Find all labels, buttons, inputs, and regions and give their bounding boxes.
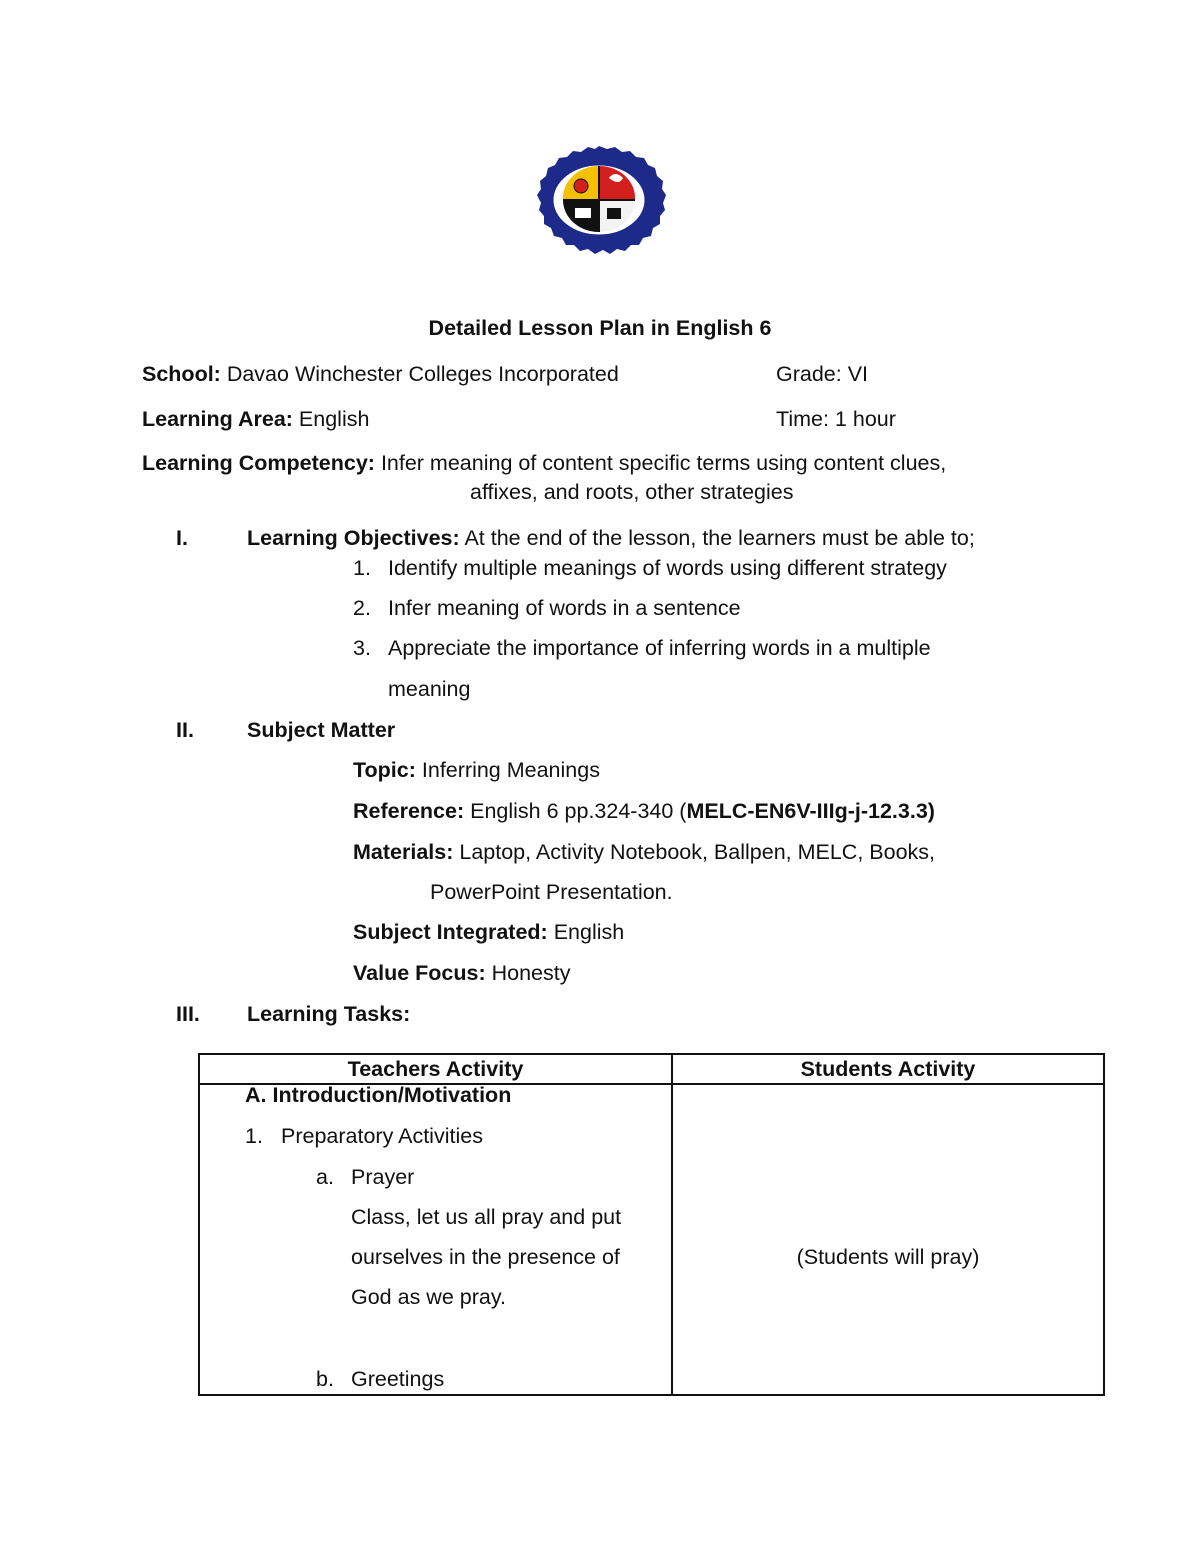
prayer-instruction-line: Class, let us all pray and put <box>351 1205 622 1229</box>
item-letter: b. <box>316 1367 334 1391</box>
competency-text-1: Infer meaning of content specific terms using content clues, <box>380 451 947 475</box>
reference-label: Reference: <box>353 799 465 823</box>
subject-integrated-value: English <box>553 920 625 944</box>
objective-number: 1. <box>353 556 371 580</box>
learning-tasks-table <box>198 1053 1105 1396</box>
reference-code: MELC-EN6V-IIIg-j-12.3.3) <box>686 799 935 823</box>
materials-value-1: Laptop, Activity Notebook, Ballpen, MELC, Books, <box>459 840 936 864</box>
school-seal-logo <box>531 146 667 254</box>
objective-number: 3. <box>353 636 371 660</box>
reference-value: English 6 pp.324-340 ( <box>470 799 687 823</box>
greetings-text: Greetings <box>351 1367 445 1391</box>
section-2-number: II. <box>176 718 194 742</box>
objective-text: Identify multiple meanings of words using different strategy <box>388 556 947 580</box>
preparatory-activities-text: Preparatory Activities <box>281 1124 483 1148</box>
seal-quadrants <box>563 166 635 232</box>
item-number: 1. <box>245 1124 263 1148</box>
school-value: Davao Winchester Colleges Incorporated <box>226 362 619 386</box>
page-title: Detailed Lesson Plan in English 6 <box>428 316 772 340</box>
prayer-text: Prayer <box>351 1165 415 1189</box>
school-label: School: <box>142 362 221 386</box>
student-response-text: (Students will pray) <box>796 1245 980 1269</box>
learning-area-label: Learning Area: <box>142 407 293 431</box>
competency-line <box>142 451 946 476</box>
time-text: Time: 1 hour <box>776 407 896 431</box>
learning-area-value: English <box>298 407 370 431</box>
section-1-heading <box>247 526 975 551</box>
section-1-label: Learning Objectives: <box>247 526 460 550</box>
teachers-activity-header: Teachers Activity <box>199 1054 672 1084</box>
students-activity-header: Students Activity <box>672 1054 1104 1084</box>
materials-value-2: PowerPoint Presentation. <box>430 880 673 904</box>
prayer-instruction-line: God as we pray. <box>351 1285 506 1309</box>
grade-text: Grade: VI <box>776 362 869 386</box>
section-3-heading: Learning Tasks: <box>247 1002 411 1026</box>
section-1-text: At the end of the lesson, the learners must be able to; <box>464 526 975 550</box>
student-activity-cell <box>672 1084 1104 1395</box>
table-header-row <box>199 1054 1104 1084</box>
topic-line <box>353 758 600 783</box>
section-2-heading: Subject Matter <box>247 718 396 742</box>
materials-label: Materials: <box>353 840 454 864</box>
learning-area-line <box>142 407 369 432</box>
materials-line <box>353 840 935 865</box>
competency-text-2: affixes, and roots, other strategies <box>470 480 794 504</box>
objective-text-continued: meaning <box>388 677 471 701</box>
section-3-number: III. <box>176 1002 200 1026</box>
topic-value: Inferring Meanings <box>421 758 600 782</box>
value-focus-line <box>353 961 570 986</box>
subject-integrated-line <box>353 920 624 945</box>
teacher-activity-cell <box>199 1084 672 1395</box>
prayer-instruction-line: ourselves in the presence of <box>351 1245 620 1269</box>
item-letter: a. <box>316 1165 334 1189</box>
value-focus-label: Value Focus: <box>353 961 486 985</box>
reference-line <box>353 799 935 824</box>
competency-label: Learning Competency: <box>142 451 375 475</box>
subject-integrated-label: Subject Integrated: <box>353 920 548 944</box>
objective-number: 2. <box>353 596 371 620</box>
section-a-heading: A. Introduction/Motivation <box>245 1083 512 1107</box>
objective-text: Appreciate the importance of inferring words in a multiple <box>388 636 931 660</box>
table-row <box>199 1084 1104 1395</box>
school-line <box>142 362 619 387</box>
topic-label: Topic: <box>353 758 416 782</box>
value-focus-value: Honesty <box>491 961 571 985</box>
section-1-number: I. <box>176 526 188 550</box>
objective-text: Infer meaning of words in a sentence <box>388 596 741 620</box>
